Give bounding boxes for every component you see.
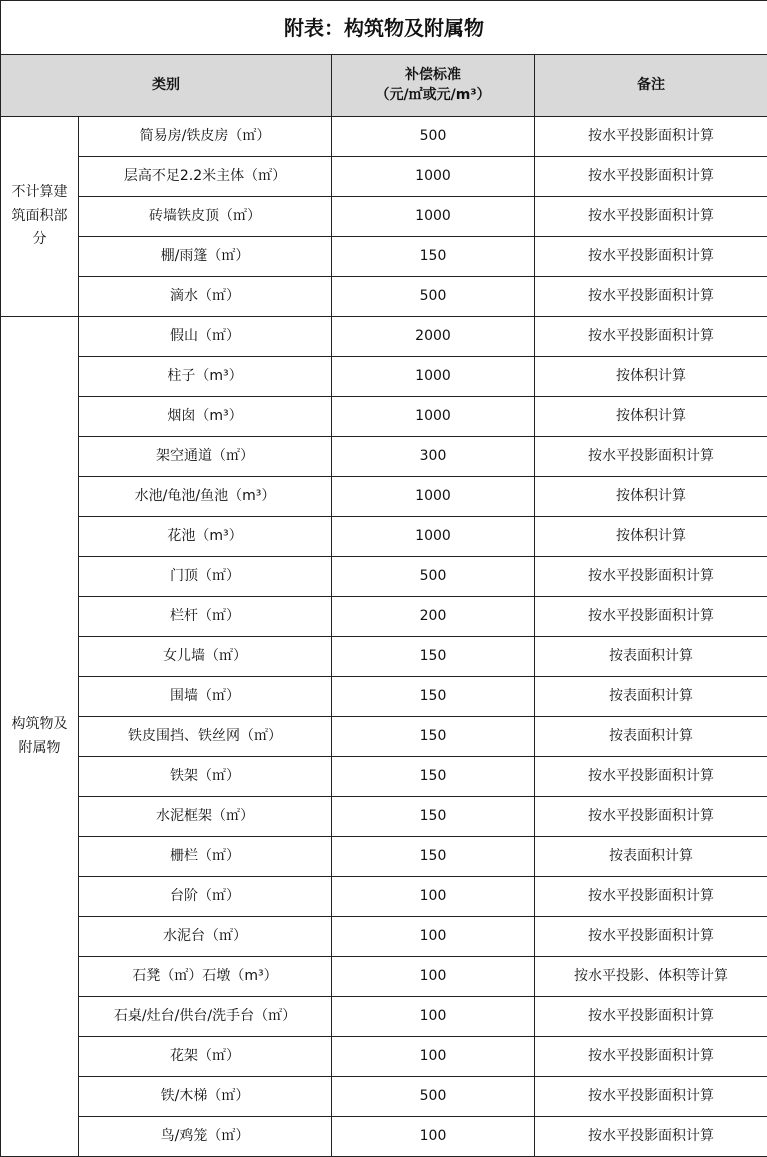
item-cell: 花架（㎡）: [79, 1037, 332, 1077]
group-label: 构筑物及附属物: [1, 317, 79, 1157]
price-cell: 1000: [332, 197, 535, 237]
note-cell: 按水平投影面积计算: [535, 757, 767, 797]
item-cell: 花池（m³）: [79, 517, 332, 557]
price-cell: 500: [332, 117, 535, 157]
table-row: [1, 437, 767, 477]
item-cell: 铁架（㎡）: [79, 757, 332, 797]
price-cell: 150: [332, 237, 535, 277]
item-cell: 女儿墙（㎡）: [79, 637, 332, 677]
item-cell: 水泥框架（㎡）: [79, 797, 332, 837]
note-cell: 按水平投影面积计算: [535, 197, 767, 237]
price-cell: 1000: [332, 157, 535, 197]
table-row: [1, 717, 767, 757]
table-title: 附表：构筑物及附属物: [1, 1, 767, 55]
item-cell: 简易房/铁皮房（㎡）: [79, 117, 332, 157]
note-cell: 按水平投影、体积等计算: [535, 957, 767, 997]
item-cell: 门顶（㎡）: [79, 557, 332, 597]
group-label: 不计算建筑面积部分: [1, 117, 79, 317]
item-cell: 鸟/鸡笼（㎡）: [79, 1117, 332, 1157]
item-cell: 层高不足2.2米主体（㎡）: [79, 157, 332, 197]
item-cell: 水池/龟池/鱼池（m³）: [79, 477, 332, 517]
item-cell: 石凳（㎡）石墩（m³）: [79, 957, 332, 997]
item-cell: 台阶（㎡）: [79, 877, 332, 917]
table-row: [1, 1077, 767, 1117]
header-category: 类别: [1, 55, 332, 117]
item-cell: 假山（㎡）: [79, 317, 332, 357]
note-cell: 按水平投影面积计算: [535, 237, 767, 277]
note-cell: 按水平投影面积计算: [535, 877, 767, 917]
item-cell: 石桌/灶台/供台/洗手台（㎡）: [79, 997, 332, 1037]
price-cell: 150: [332, 757, 535, 797]
price-cell: 500: [332, 1077, 535, 1117]
price-cell: 500: [332, 557, 535, 597]
note-cell: 按表面积计算: [535, 717, 767, 757]
note-cell: 按水平投影面积计算: [535, 277, 767, 317]
price-cell: 150: [332, 797, 535, 837]
table-row: [1, 837, 767, 877]
price-cell: 150: [332, 837, 535, 877]
price-cell: 1000: [332, 357, 535, 397]
table-body: [1, 117, 767, 1157]
table-row: [1, 637, 767, 677]
table-row: [1, 1117, 767, 1157]
note-cell: 按水平投影面积计算: [535, 1037, 767, 1077]
table-row: [1, 1037, 767, 1077]
table-row: [1, 317, 767, 357]
header-standard-unit: （元/㎡或元/m³）: [375, 86, 491, 103]
price-cell: 100: [332, 1117, 535, 1157]
item-cell: 烟囱（m³）: [79, 397, 332, 437]
note-cell: 按水平投影面积计算: [535, 1117, 767, 1157]
price-cell: 2000: [332, 317, 535, 357]
table-row: [1, 957, 767, 997]
note-cell: 按水平投影面积计算: [535, 157, 767, 197]
note-cell: 按表面积计算: [535, 637, 767, 677]
table-row: [1, 917, 767, 957]
price-cell: 1000: [332, 397, 535, 437]
item-cell: 砖墙铁皮顶（㎡）: [79, 197, 332, 237]
price-cell: 100: [332, 957, 535, 997]
table-row: [1, 237, 767, 277]
note-cell: 按体积计算: [535, 517, 767, 557]
price-cell: 100: [332, 1037, 535, 1077]
note-cell: 按水平投影面积计算: [535, 317, 767, 357]
price-cell: 300: [332, 437, 535, 477]
item-cell: 栏杆（㎡）: [79, 597, 332, 637]
item-cell: 围墙（㎡）: [79, 677, 332, 717]
table-row: [1, 197, 767, 237]
note-cell: 按水平投影面积计算: [535, 1077, 767, 1117]
note-cell: 按体积计算: [535, 477, 767, 517]
table-row: [1, 517, 767, 557]
price-cell: 1000: [332, 477, 535, 517]
note-cell: 按水平投影面积计算: [535, 997, 767, 1037]
header-standard-label: 补偿标准: [405, 66, 461, 83]
price-cell: 150: [332, 637, 535, 677]
table-row: [1, 677, 767, 717]
table-row: [1, 797, 767, 837]
note-cell: 按水平投影面积计算: [535, 437, 767, 477]
price-cell: 100: [332, 877, 535, 917]
price-cell: 200: [332, 597, 535, 637]
note-cell: 按水平投影面积计算: [535, 117, 767, 157]
note-cell: 按体积计算: [535, 357, 767, 397]
table-row: [1, 477, 767, 517]
note-cell: 按表面积计算: [535, 677, 767, 717]
item-cell: 滴水（㎡）: [79, 277, 332, 317]
price-cell: 1000: [332, 517, 535, 557]
table-row: [1, 357, 767, 397]
item-cell: 架空通道（㎡）: [79, 437, 332, 477]
header-note: 备注: [535, 55, 767, 117]
table-row: [1, 397, 767, 437]
table-row: [1, 597, 767, 637]
table-row: [1, 277, 767, 317]
item-cell: 栅栏（㎡）: [79, 837, 332, 877]
table-row: [1, 557, 767, 597]
item-cell: 柱子（m³）: [79, 357, 332, 397]
price-cell: 100: [332, 917, 535, 957]
table-row: [1, 757, 767, 797]
header-standard: [332, 55, 535, 117]
item-cell: 铁皮围挡、铁丝网（㎡）: [79, 717, 332, 757]
table-row: [1, 117, 767, 157]
price-cell: 500: [332, 277, 535, 317]
price-cell: 150: [332, 677, 535, 717]
table-row: [1, 157, 767, 197]
note-cell: 按体积计算: [535, 397, 767, 437]
item-cell: 水泥台（㎡）: [79, 917, 332, 957]
price-cell: 100: [332, 997, 535, 1037]
table-row: [1, 997, 767, 1037]
item-cell: 棚/雨篷（㎡）: [79, 237, 332, 277]
note-cell: 按水平投影面积计算: [535, 597, 767, 637]
item-cell: 铁/木梯（㎡）: [79, 1077, 332, 1117]
note-cell: 按表面积计算: [535, 837, 767, 877]
note-cell: 按水平投影面积计算: [535, 557, 767, 597]
price-cell: 150: [332, 717, 535, 757]
table-row: [1, 877, 767, 917]
note-cell: 按水平投影面积计算: [535, 797, 767, 837]
note-cell: 按水平投影面积计算: [535, 917, 767, 957]
